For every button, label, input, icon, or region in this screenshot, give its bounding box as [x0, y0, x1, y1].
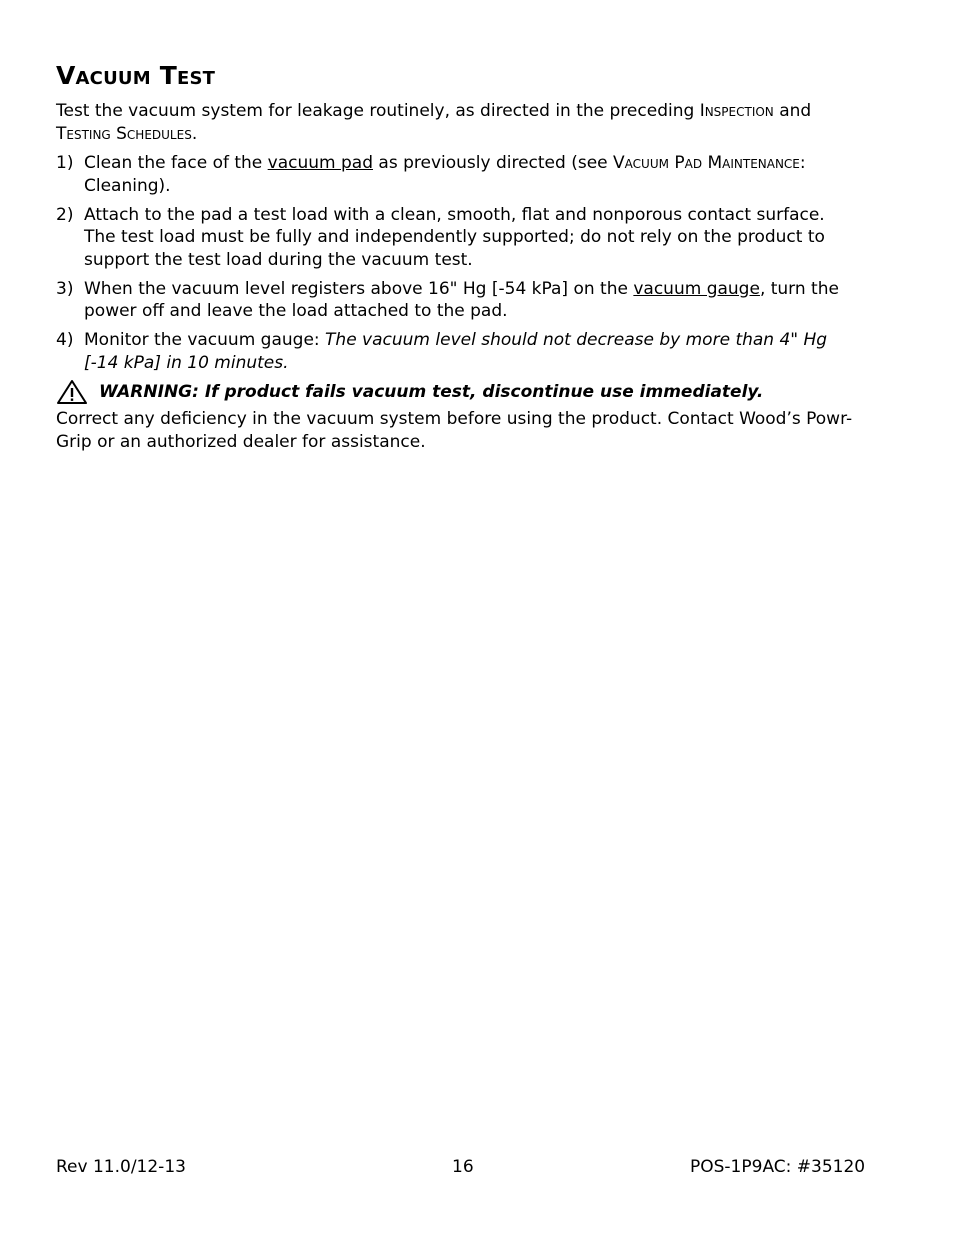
- step-text: Clean the face of the: [84, 153, 268, 173]
- section-title: Vacuum Test: [56, 61, 216, 90]
- intro-paragraph: [56, 100, 856, 145]
- step-item: [56, 278, 856, 323]
- inspection-reference: Inspection: [699, 101, 774, 121]
- footer-document-id: POS-1P9AC: #35120: [690, 1157, 866, 1177]
- warning-text: WARNING: If product fails vacuum test, discontinue use immediately.: [99, 382, 764, 402]
- step-item: [56, 329, 856, 374]
- intro-text-end: .: [191, 123, 198, 144]
- step-item: [56, 152, 856, 197]
- footer-revision: Rev 11.0/12-13: [56, 1157, 186, 1177]
- step-number: 4): [56, 330, 74, 350]
- vacuum-pad-maintenance-reference: Vacuum Pad Maintenance: [613, 153, 800, 173]
- warning-notice: [56, 379, 856, 405]
- step-text: Attach to the pad a test load with a clean, smooth, flat and nonporous contact surface. The test load must be fully and independently supported; do not rely on the product to support the test load during the vacuum test.: [84, 204, 825, 270]
- vacuum-pad-link[interactable]: vacuum pad: [267, 153, 373, 173]
- step-text: Monitor the vacuum gauge:: [84, 330, 326, 350]
- closing-paragraph: Correct any deficiency in the vacuum system before using the product. Contact Wood’s Powr-Grip or an authorized dealer for assistance.: [56, 409, 853, 452]
- step-item: [56, 204, 856, 272]
- step-text: , turn the power off and leave the load attached to the pad.: [84, 278, 839, 321]
- warning-triangle-icon: [56, 379, 88, 405]
- intro-text-and: and: [773, 101, 812, 121]
- step-text: as previously directed (see: [373, 153, 614, 173]
- step-text: When the vacuum level registers above 16" Hg [-54 kPa] on the: [84, 278, 634, 299]
- intro-text: Test the vacuum system for leakage routinely, as directed in the preceding: [56, 101, 700, 121]
- vacuum-gauge-link[interactable]: vacuum gauge: [633, 278, 760, 299]
- footer-page-number: 16: [452, 1157, 474, 1177]
- step-emphasis: The vacuum level should not decrease by more than 4" Hg [-14 kPa] in 10 minutes.: [84, 330, 828, 373]
- step-number: 2): [56, 204, 74, 225]
- testing-schedules-reference: Testing Schedules: [56, 123, 192, 144]
- step-text: : Cleaning).: [84, 153, 806, 196]
- step-number: 1): [56, 153, 74, 173]
- test-steps-list: [56, 152, 856, 381]
- step-number: 3): [56, 278, 74, 299]
